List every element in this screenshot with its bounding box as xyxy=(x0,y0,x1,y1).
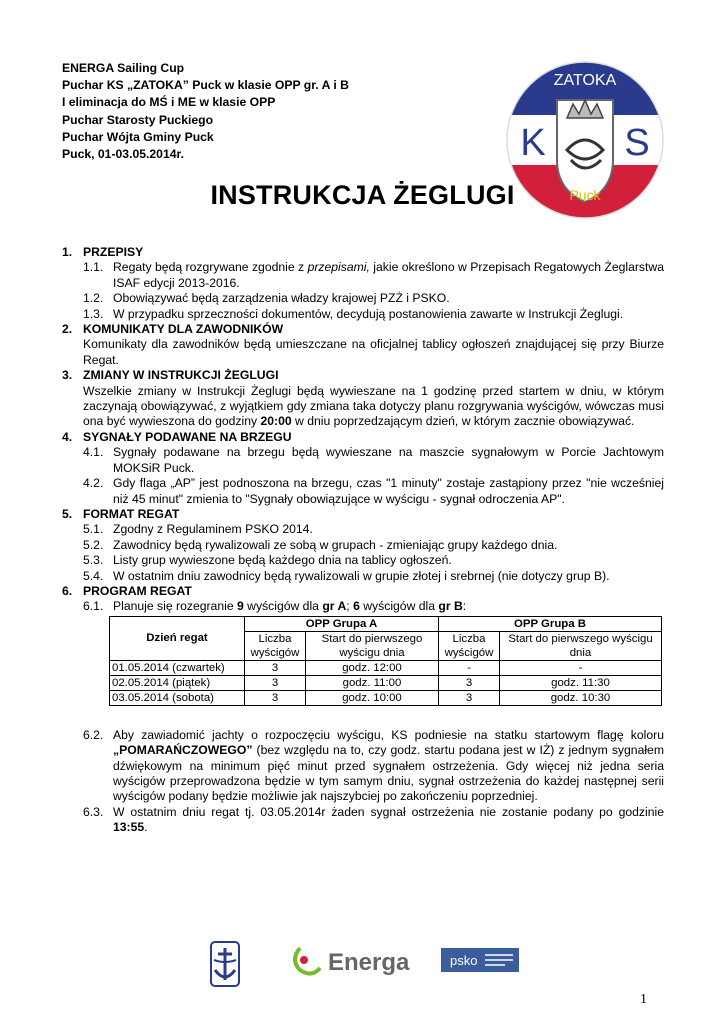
page-title: INSTRUKCJA ŻEGLUGI xyxy=(210,180,515,210)
paragraph: Wszelkie zmiany w Instrukcji Żeglugi będą wywieszane na 1 godzinę przed startem w dniu, w którym zaczynają obowiązywać, z wyjątkiem gdy zmiana taka dotyczy planu rozgrywania wyścigów, wówczas musi ona być wywieszona do godziny 20:00 w dniu poprzedzającym dzień, w którym zacznie obowiązywać. xyxy=(83,383,664,429)
section-heading: 3. ZMIANY W INSTRUKCJI ŻEGLUGI xyxy=(62,368,279,383)
page-number: 1 xyxy=(640,992,647,1007)
logo-bottom-text: Puck xyxy=(569,187,601,203)
table-header: Liczba wyścigów xyxy=(439,631,500,660)
table-row: 02.05.2014 (piątek) 3 godz. 11:00 3 godz. 11:30 xyxy=(110,675,662,690)
anchor-logo-icon xyxy=(211,942,239,986)
energa-text: Energa xyxy=(328,949,410,976)
psko-text: psko xyxy=(450,953,478,968)
table-row: 03.05.2014 (sobota) 3 godz. 10:00 3 godz. 10:30 xyxy=(110,690,662,705)
section-heading: 2. KOMUNIKATY DLA ZAWODNIKÓW xyxy=(62,322,284,337)
logo-left-letter: K xyxy=(520,122,546,164)
schedule-table xyxy=(109,616,662,706)
list-item: 5.3. Listy grup wywieszone będą każdego dnia na tablicy ogłoszeń. xyxy=(83,553,452,568)
energa-logo xyxy=(295,948,410,976)
section-heading: 4. SYGNAŁY PODAWANE NA BRZEGU xyxy=(62,429,292,444)
section-heading: 1. PRZEPISY xyxy=(62,245,144,259)
header-line: ENERGA Sailing Cup xyxy=(62,61,185,75)
list-item: 1.3. W przypadku sprzeczności dokumentów, decydują postanowienia zawarte w Instrukcji Żeglugi. xyxy=(83,306,624,321)
section-heading: 6. PROGRAM REGAT xyxy=(62,583,192,598)
table-header: OPP Grupa B xyxy=(439,616,662,631)
section-heading: 5. FORMAT REGAT xyxy=(62,506,180,521)
list-item: 4.2. Gdy flaga „AP” jest podnoszona na brzegu, czas "1 minuty" zostaje zastąpiony przez "nie wcześniej niż 45 minut" zmienia to "Sygnały obowiązujące w wyścigu - sygnał odroczenia AP". xyxy=(83,476,664,506)
table-header: Dzień regat xyxy=(110,616,245,660)
psko-logo xyxy=(441,948,519,972)
list-item: 1.2. Obowiązywać będą zarządzenia władzy krajowej PZŻ i PSKO. xyxy=(83,291,450,306)
list-item: 4.1. Sygnały podawane na brzegu będą wywieszane na maszcie sygnałowym w Porcie Jachtowym MOKSiR Puck. xyxy=(83,445,664,475)
table-row: 01.05.2014 (czwartek) 3 godz. 12:00 - - xyxy=(110,660,662,675)
table-header: Start do pierwszego wyścigu dnia xyxy=(306,631,439,660)
list-item: 1.1. Regaty będą rozgrywane zgodnie z przepisami, jakie określono w Przepisach Regatowych Żeglarstwa ISAF edycji 2013-2016. xyxy=(83,260,664,290)
document-body xyxy=(62,245,664,836)
logo-top-text: ZATOKA xyxy=(553,72,617,89)
paragraph: Komunikaty dla zawodników będą umieszczane na oficjalnej tablicy ogłoszeń znajdującej się przy Biurze Regat. xyxy=(83,337,664,367)
logo-right-letter: S xyxy=(624,122,650,164)
list-item: 5.4. W ostatnim dniu zawodnicy będą rywalizowali w grupie złotej i srebrnej (nie dotyczy grup B). xyxy=(83,568,610,583)
list-item: 6.3. W ostatnim dniu regat tj. 03.05.2014r żaden sygnał ostrzeżenia nie zostanie podany po godzinie 13:55. xyxy=(83,804,664,835)
header-line: Puchar KS „ZATOKA” Puck w klasie OPP gr. A i B xyxy=(62,78,349,93)
list-item: 6.2. Aby zawiadomić jachty o rozpoczęciu wyścigu, KS podniesie na statku startowym flagę koloru „POMARAŃCZOWEGO” (bez względu na to, czy godz. startu podana jest w IŻ) z jednym sygnałem dźwiękowym na minimum pięć minut przed sygnałem ostrzeżenia. Gdy więcej niż jedna seria wyścigów przeprowadzona będzie w tym samym dniu, sygnał ostrzeżenia do każdej następnej serii wyścigów podany będzie możliwie jak najszybciej po zakończeniu poprzedniej. xyxy=(83,727,664,804)
header-line: Puchar Starosty Puckiego xyxy=(62,112,214,127)
table-header: Start do pierwszego wyścigu dnia xyxy=(500,631,662,660)
table-header: Liczba wyścigów xyxy=(245,631,306,660)
list-item: 6.1. Planuje się rozegranie 9 wyścigów dla gr A; 6 wyścigów dla gr B: xyxy=(83,599,467,614)
header-block xyxy=(62,60,349,163)
header-line: Puchar Wójta Gminy Puck xyxy=(62,129,214,144)
list-item: 5.2. Zawodnicy będą rywalizowali ze sobą w grupach - zmieniając grupy każdego dnia. xyxy=(83,537,558,552)
sponsor-footer xyxy=(0,940,725,990)
header-line: I eliminacja do MŚ i ME w klasie OPP xyxy=(62,95,276,110)
table-header: OPP Grupa A xyxy=(245,616,439,631)
header-line: Puck, 01-03.05.2014r. xyxy=(62,147,184,162)
list-item: 5.1. Zgodny z Regulaminem PSKO 2014. xyxy=(83,522,313,537)
